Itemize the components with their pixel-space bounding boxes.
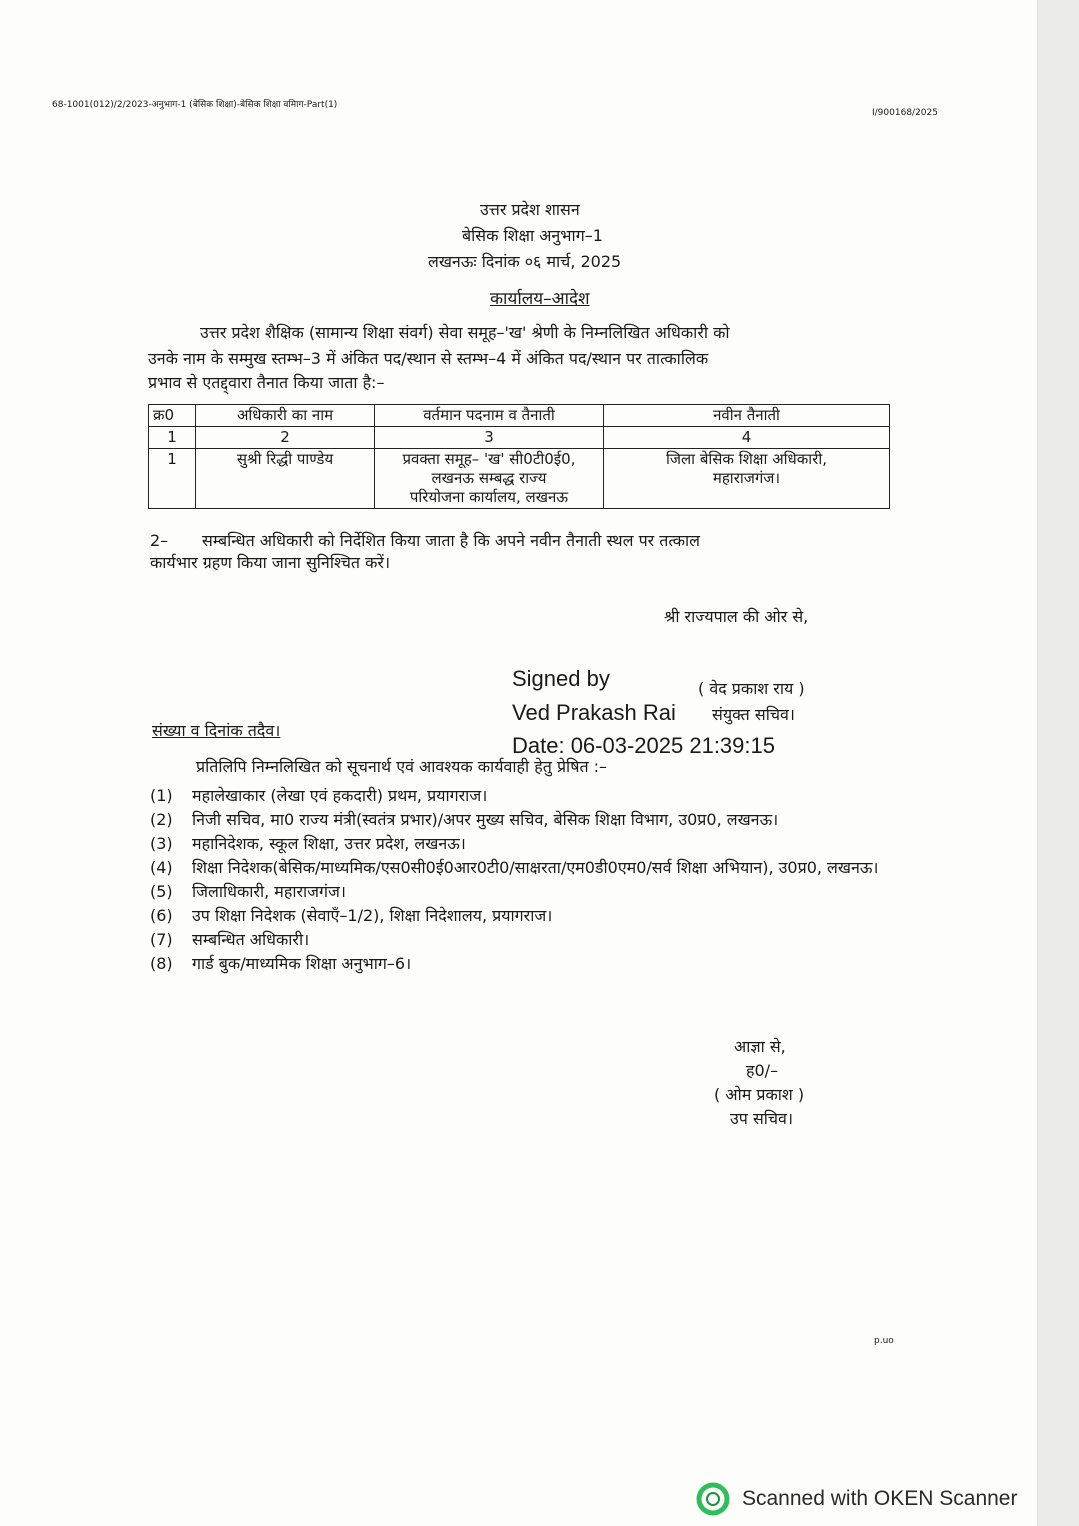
new-line2: महाराजगंज। [712, 469, 781, 487]
copy-intro: प्रतिलिपि निम्नलिखित को सूचनार्थ एवं आवश्यक कार्यवाही हेतु प्रेषित :– [196, 757, 608, 776]
para2-line2: कार्यभार ग्रहण किया जाना सुनिश्चित करें। [150, 553, 391, 572]
row-new-posting [604, 449, 890, 509]
header-name: अधिकारी का नाम [196, 405, 375, 427]
para1-line3: प्रभाव से एतद्द्वारा तैनात किया जाता है:– [148, 373, 385, 392]
signatory2-designation: उप सचिव। [730, 1109, 794, 1128]
reference-line: संख्या व दिनांक तदैव। [152, 721, 281, 740]
current-line1: प्रवक्ता समूह– 'ख' सी0टी0ई0, [402, 450, 576, 468]
row-sno: 1 [149, 449, 196, 509]
colnum-3: 3 [375, 427, 604, 449]
file-reference: 68-1001(012)/2/2023-अनुभाग-1 (बेसिक शिक्षा)-बेसिक शिक्षा वमिाग-Part(1) [52, 100, 338, 110]
colnum-2: 2 [196, 427, 375, 449]
list-item: (7) सम्बन्धित अधिकारी। [150, 930, 310, 949]
pto-mark: p.uo [874, 1336, 894, 1346]
scanner-watermark [696, 1482, 1017, 1516]
digital-signer-name: Ved Prakash Rai [512, 700, 676, 725]
by-order: आज्ञा से, [734, 1037, 786, 1056]
order-title: कार्यालय–आदेश [490, 289, 590, 309]
header-new: नवीन तैनाती [604, 405, 890, 427]
list-item: (1) महालेखाकार (लेखा एवं हकदारी) प्रथम, प्रयागराज। [150, 786, 488, 805]
posting-table [148, 404, 890, 509]
para1-line2: उनके नाम के सम्मुख स्तम्भ–3 में अंकित पद/स्थान से स्तम्भ–4 में अंकित पद/स्थान पर तात्कालिक [148, 349, 709, 368]
list-item: (6) उप शिक्षा निदेशक (सेवाएँ–1/2), शिक्षा निदेशालय, प्रयागराज। [150, 906, 553, 925]
table-header-row [149, 405, 890, 427]
scanner-label: Scanned with OKEN Scanner [742, 1487, 1018, 1510]
list-item: (2) निजी सचिव, मा0 राज्य मंत्री(स्वतंत्र प्रभार)/अपर मुख्य सचिव, बेसिक शिक्षा विभाग, उ0प्र0, लखनऊ। [150, 810, 779, 829]
current-line2: लखनऊ सम्बद्ध राज्य [431, 469, 547, 487]
para2-number: 2– [150, 531, 169, 550]
heading-government: उत्तर प्रदेश शासन [480, 200, 580, 219]
signed-mark: ह0/– [746, 1061, 779, 1080]
list-item: (4) शिक्षा निदेशक(बेसिक/माध्यमिक/एस0सी0ई0आर0टी0/साक्षरता/एम0डी0एम0/सर्व शिक्षा अभियान), उ0प्र0, लखनऊ। [150, 858, 879, 877]
page-edge [1037, 0, 1079, 1526]
digital-signed-by: Signed by [512, 666, 610, 691]
heading-section: बेसिक शिक्षा अनुभाग–1 [462, 226, 603, 245]
row-name: सुश्री रिद्धी पाण्डेय [196, 449, 375, 509]
para1-line1: उत्तर प्रदेश शैक्षिक (सामान्य शिक्षा संवर्ग) सेवा समूह–'ख' श्रेणी के निम्नलिखित अधिकारी को [200, 323, 730, 342]
list-item: (3) महानिदेशक, स्कूल शिक्षा, उत्तर प्रदेश, लखनऊ। [150, 834, 466, 853]
colnum-1: 1 [149, 427, 196, 449]
list-item: (5) जिलाधिकारी, महाराजगंज। [150, 882, 346, 901]
para2-line1: सम्बन्धित अधिकारी को निर्देशित किया जाता है कि अपने नवीन तैनाती स्थल पर तत्काल [202, 531, 701, 550]
oken-logo-icon [696, 1482, 730, 1516]
copy-list [150, 784, 930, 976]
header-current: वर्तमान पदनाम व तैनाती [375, 405, 604, 427]
signatory1-name: ( वेद प्रकाश राय ) [698, 679, 805, 698]
table-colnum-row [149, 427, 890, 449]
digital-sign-date: Date: 06-03-2025 21:39:15 [512, 733, 775, 758]
signatory1-designation: संयुक्त सचिव। [712, 705, 795, 724]
row-current-posting [375, 449, 604, 509]
colnum-4: 4 [604, 427, 890, 449]
list-item: (8) गार्ड बुक/माध्यमिक शिक्षा अनुभाग–6। [150, 954, 412, 973]
current-line3: परियोजना कार्यालय, लखनऊ [409, 488, 569, 506]
document-number: I/900168/2025 [872, 108, 938, 118]
signatory2-name: ( ओम प्रकाश ) [714, 1085, 805, 1104]
new-line1: जिला बेसिक शिक्षा अधिकारी, [666, 450, 827, 468]
governor-line: श्री राज्यपाल की ओर से, [664, 607, 809, 626]
header-sno: क्र0 [149, 405, 196, 427]
table-row [149, 449, 890, 509]
heading-date: लखनऊः दिनांक ०६ मार्च, 2025 [428, 252, 622, 271]
